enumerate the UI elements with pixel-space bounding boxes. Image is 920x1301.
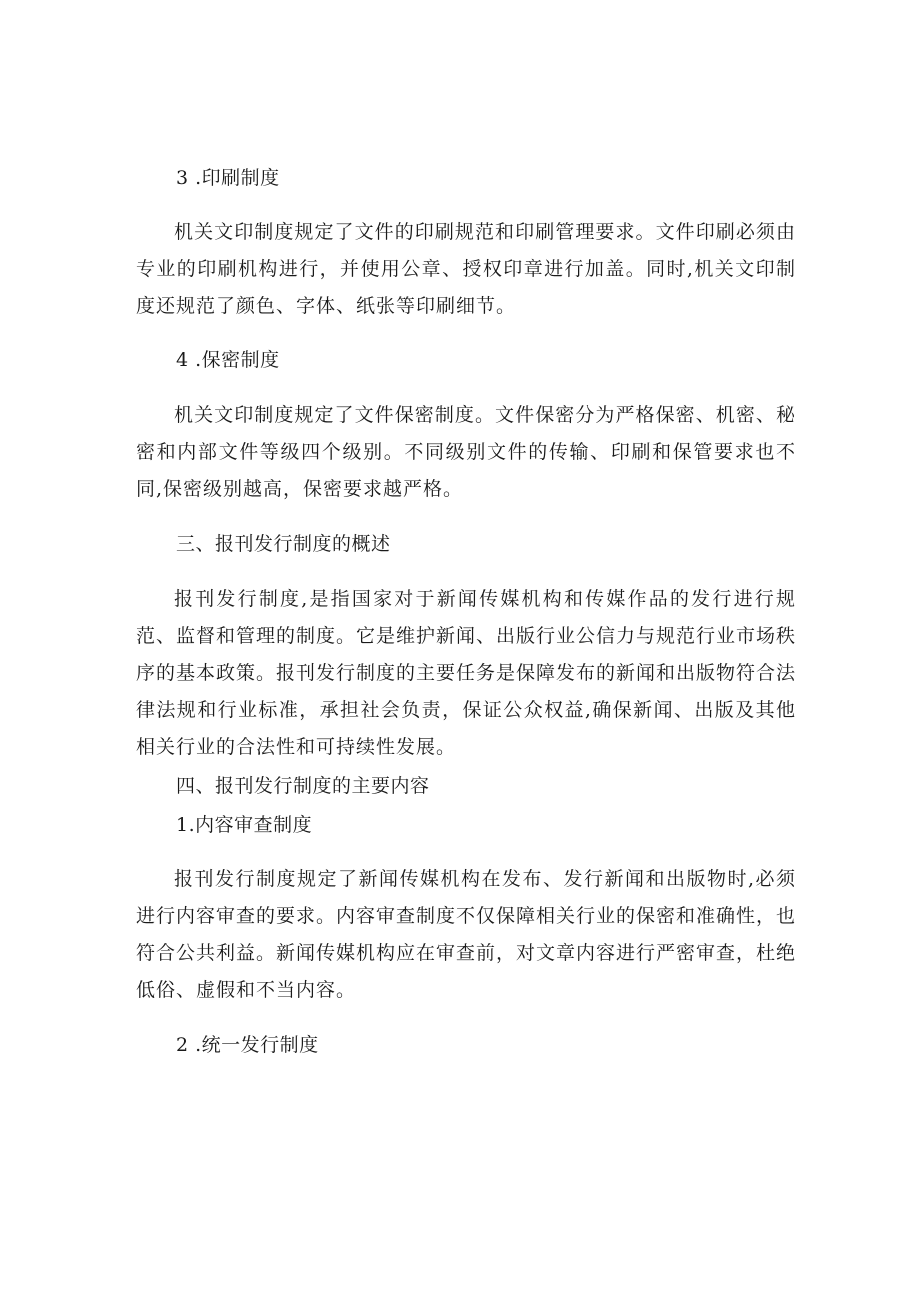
subsection-heading-unified-distribution: 2 .统一发行制度 [176,1034,319,1056]
paragraph-content-review: 报刊发行制度规定了新闻传媒机构在发布、发行新闻和出版物时,必须进行内容审查的要求。内容审查制度不仅保障相关行业的保密和准确性，也符合公共利益。新闻传媒机构应在审查前，对文章内容进行严密审查，杜绝低俗、虚假和不当内容。 [136,868,797,1001]
section-heading-secrecy: 4 .保密制度 [176,349,280,371]
section-heading-printing: 3 .印刷制度 [176,167,280,189]
paragraph-overview: 报刊发行制度,是指国家对于新闻传媒机构和传媒作品的发行进行规范、监督和管理的制度。它是维护新闻、出版行业公信力与规范行业市场秩序的基本政策。报刊发行制度的主要任务是保障发布的新闻和出版物符合法律法规和行业标准，承担社会负责，保证公众权益,确保新闻、出版及其他相关行业的合法性和可持续性发展。 [136,588,797,758]
section-heading-main-content: 四、报刊发行制度的主要内容 [176,775,430,797]
section-heading-overview: 三、报刊发行制度的概述 [176,533,391,555]
document-body [136,160,796,1064]
subsection-heading-content-review: 1.内容审查制度 [176,814,313,836]
paragraph-printing: 机关文印制度规定了文件的印刷规范和印刷管理要求。文件印刷必须由专业的印刷机构进行，并使用公章、授权印章进行加盖。同时,机关文印制度还规范了颜色、字体、纸张等印刷细节。 [136,221,796,317]
paragraph-secrecy: 机关文印制度规定了文件保密制度。文件保密分为严格保密、机密、秘密和内部文件等级四个级别。不同级别文件的传输、印刷和保管要求也不同,保密级别越高，保密要求越严格。 [136,404,796,500]
